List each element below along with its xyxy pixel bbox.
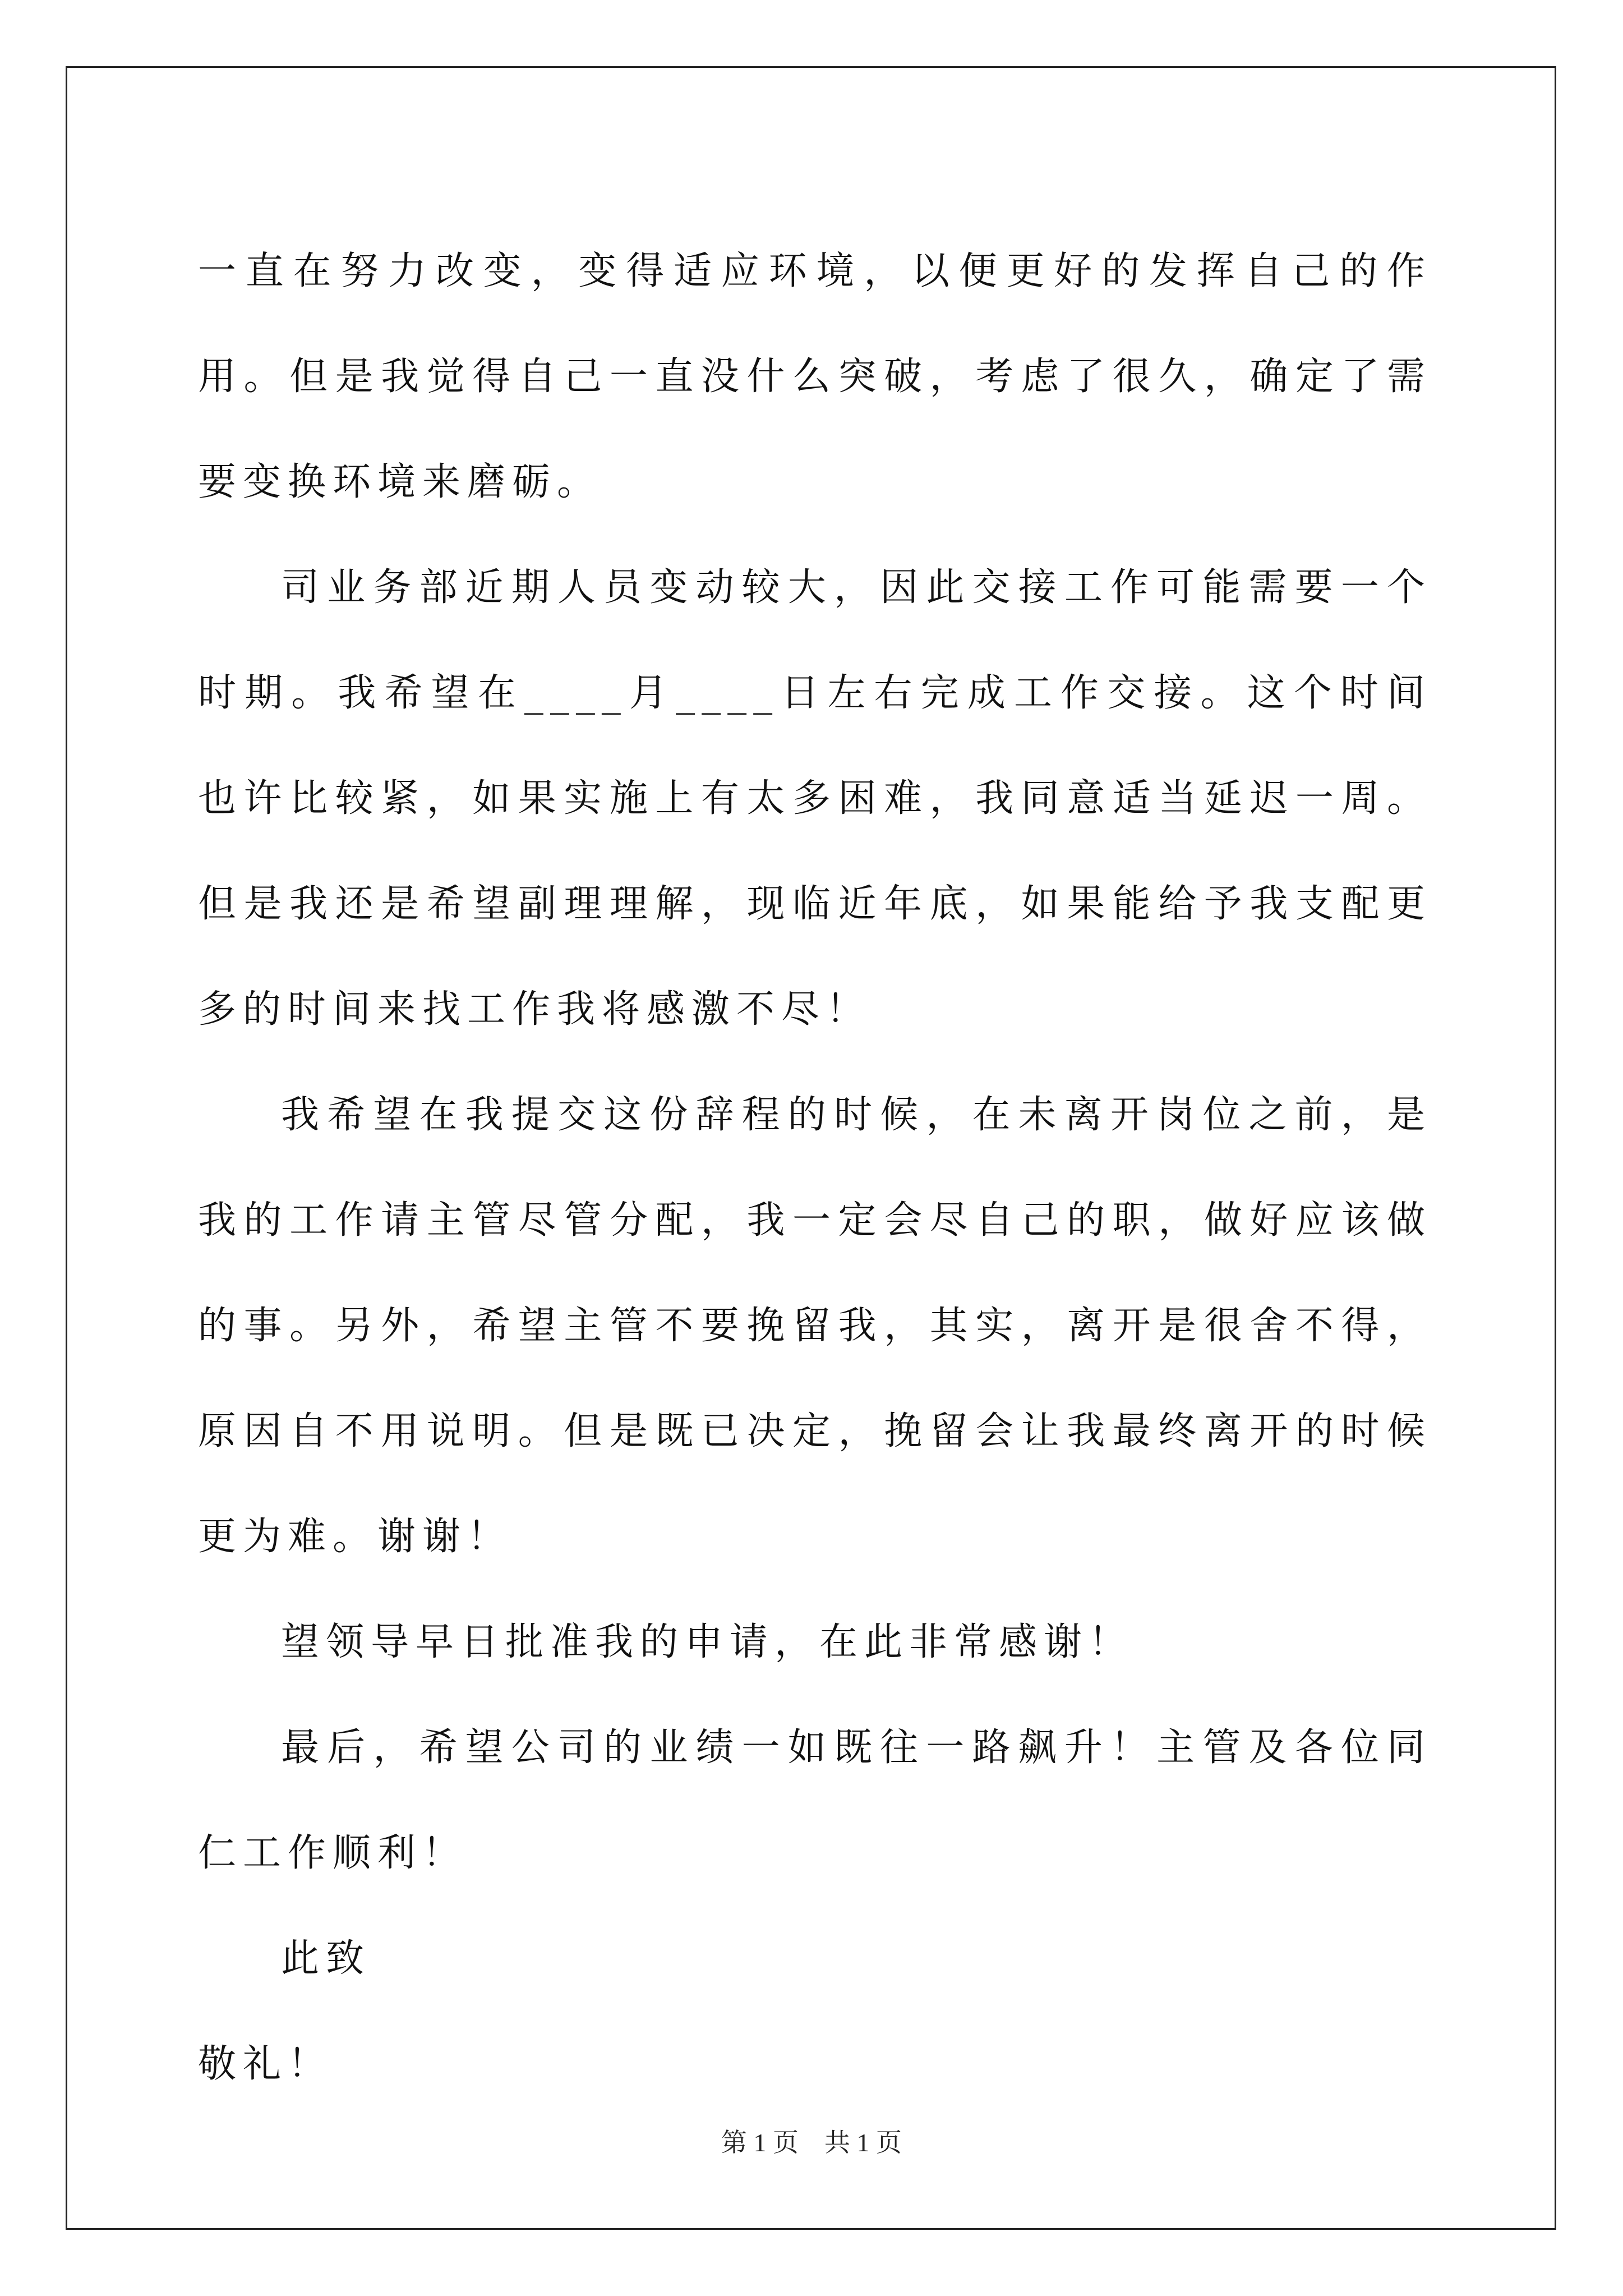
document-body [198, 219, 1432, 2117]
paragraph-request: 我希望在我提交这份辞程的时候，在未离开岗位之前，是我的工作请主管尽管分配，我一定会尽自己的职，做好应该做的事。另外，希望主管不要挽留我，其实，离开是很舍不得，原因自不用说明。但是既已决定，挽留会让我最终离开的时候更为难。谢谢！ [198, 1093, 1432, 1559]
closing-salute: 敬礼！ [198, 2042, 333, 2086]
paragraph-approval: 望领导早日批准我的申请，在此非常感谢！ [281, 1620, 1134, 1664]
page-number-footer: 第 1 页 共 1 页 [721, 2128, 902, 2157]
closing-greeting: 此致 [281, 1936, 371, 1981]
paragraph-handover: 司业务部近期人员变动较大，因此交接工作可能需要一个时期。我希望在____月____日左右完成工作交接。这个时间也许比较紧，如果实施上有太多困难，我同意适当延迟一周。但是我还是希望副理理解，现临近年底，如果能给予我支配更多的时间来找工作我将感激不尽！ [198, 565, 1432, 1032]
paragraph-intro: 一直在努力改变，变得适应环境，以便更好的发挥自己的作用。但是我觉得自己一直没什么突破，考虑了很久，确定了需要变换环境来磨砺。 [198, 249, 1432, 504]
paragraph-wishes: 最后，希望公司的业绩一如既往一路飙升！主管及各位同仁工作顺利！ [198, 1726, 1432, 1875]
